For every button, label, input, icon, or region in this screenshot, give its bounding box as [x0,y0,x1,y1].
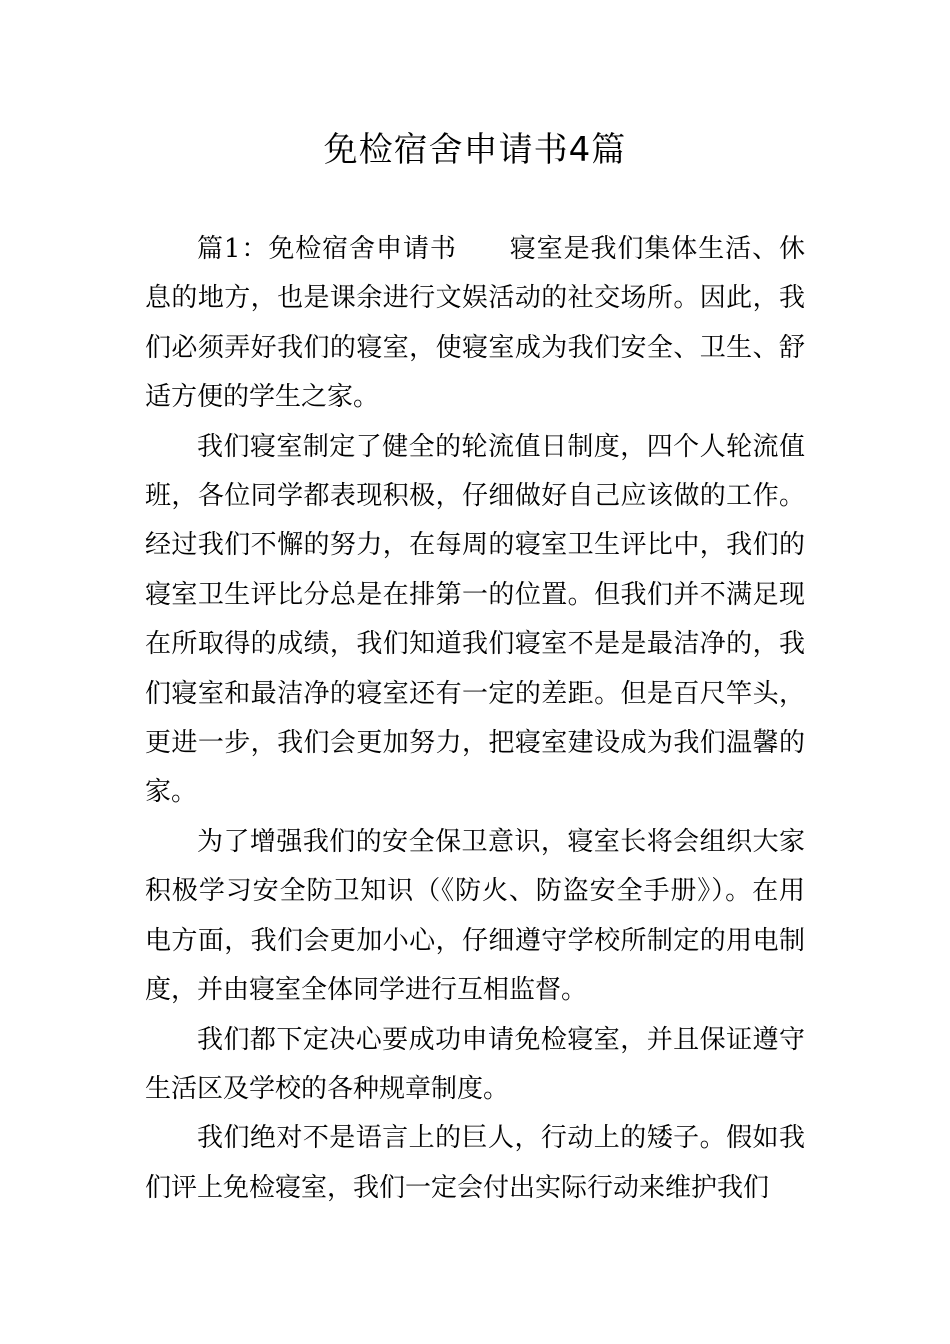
paragraph-4: 我们都下定决心要成功申请免检寝室，并且保证遵守生活区及学校的各种规章制度。 [145,1024,805,1104]
paragraph-3: 为了增强我们的安全保卫意识，寝室长将会组织大家积极学习安全防卫知识（《防火、防盗安全手册》）。在用电方面，我们会更加小心，仔细遵守学校所制定的用电制度，并由寝室全体同学进行互相监督。 [145,826,805,1006]
paragraph-1 [145,225,805,423]
document-body [145,225,805,1213]
document-title: 免检宿舍申请书4篇 [323,130,627,170]
section-heading: 篇1：免检宿舍申请书 [197,234,457,264]
paragraph-2: 我们寝室制定了健全的轮流值日制度，四个人轮流值班，各位同学都表现积极，仔细做好自己应该做的工作。经过我们不懈的努力，在每周的寝室卫生评比中，我们的寝室卫生评比分总是在排第一的位置。但我们并不满足现在所取得的成绩，我们知道我们寝室不是是最洁净的，我们寝室和最洁净的寝室还有一定的差距。但是百尺竿头，更进一步，我们会更加努力，把寝室建设成为我们温馨的家。 [145,431,805,808]
paragraph-5: 我们绝对不是语言上的巨人，行动上的矮子。假如我们评上免检寝室，我们一定会付出实际行动来维护我们 [145,1123,805,1203]
paragraph-text: 寝室是我们集体生活、休息的地方，也是课余进行文娱活动的社交场所。因此，我们必须弄好我们的寝室，使寝室成为我们安全、卫生、舒适方便的学生之家。 [145,234,805,413]
